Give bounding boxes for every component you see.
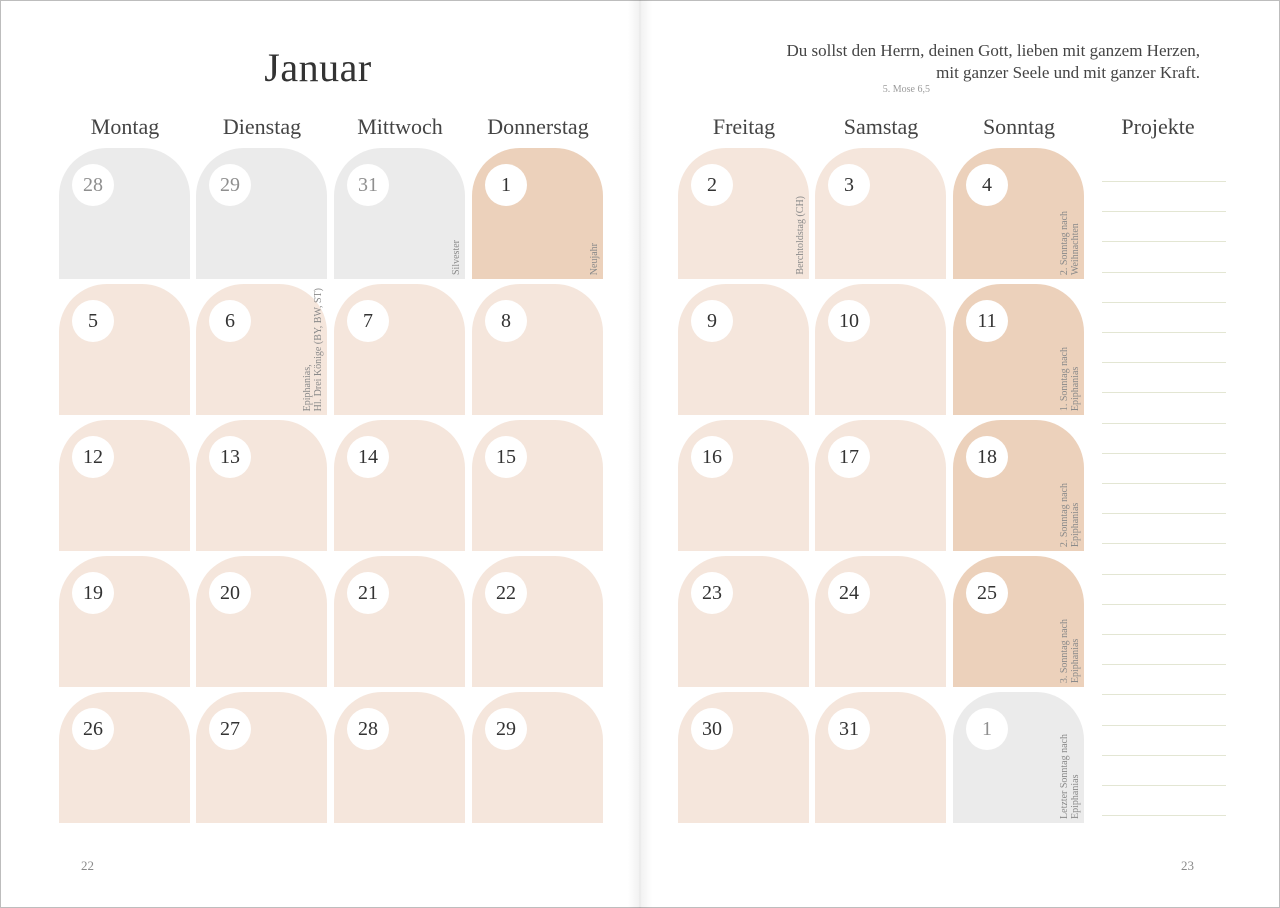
day-cell[interactable] [334, 556, 465, 687]
day-cell[interactable] [196, 284, 327, 415]
projects-header: Projekte [1121, 114, 1195, 139]
day-cell[interactable] [334, 692, 465, 823]
bible-verse [640, 40, 1200, 96]
day-number: 26 [72, 708, 114, 750]
day-cell[interactable] [472, 556, 603, 687]
day-cell[interactable] [334, 284, 465, 415]
day-cell[interactable] [815, 692, 946, 823]
projects-line[interactable] [1102, 574, 1226, 575]
day-cell[interactable] [953, 420, 1084, 551]
projects-line[interactable] [1102, 755, 1226, 756]
day-number: 31 [347, 164, 389, 206]
holiday-label: Letzter Sonntag nach Epiphanias [1059, 734, 1081, 819]
verse-reference: 5. Mose 6,5 [882, 84, 930, 95]
projects-line[interactable] [1102, 453, 1226, 454]
day-number: 9 [691, 300, 733, 342]
day-number: 29 [485, 708, 527, 750]
page-number-left: 22 [81, 858, 94, 873]
day-number: 4 [966, 164, 1008, 206]
day-number: 1 [966, 708, 1008, 750]
day-header-montag: Montag [90, 114, 160, 139]
holiday-label: Epiphanias, Hl. Drei Könige (BY, BW, ST) [302, 287, 324, 411]
verse-line-2: mit ganzer Seele und mit ganzer Kraft. [936, 63, 1200, 82]
day-number: 17 [828, 436, 870, 478]
day-number: 7 [347, 300, 389, 342]
projects-line[interactable] [1102, 513, 1226, 514]
day-cell[interactable] [472, 284, 603, 415]
holiday-label: 1. Sonntag nach Epiphanias [1059, 346, 1081, 411]
day-number: 24 [828, 572, 870, 614]
day-number: 25 [966, 572, 1008, 614]
projects-line[interactable] [1102, 694, 1226, 695]
day-cell[interactable] [953, 692, 1084, 823]
projects-line[interactable] [1102, 423, 1226, 424]
projects-line[interactable] [1102, 181, 1226, 182]
day-cell[interactable] [472, 420, 603, 551]
day-cell[interactable] [953, 284, 1084, 415]
day-number: 6 [209, 300, 251, 342]
holiday-label: Neujahr [589, 242, 600, 275]
day-header-sonntag: Sonntag [982, 114, 1056, 139]
day-number: 18 [966, 436, 1008, 478]
day-number: 20 [209, 572, 251, 614]
day-cell[interactable] [334, 420, 465, 551]
day-cell[interactable] [196, 556, 327, 687]
day-number: 16 [691, 436, 733, 478]
day-number: 5 [72, 300, 114, 342]
holiday-label: Silvester [451, 240, 462, 275]
day-cell[interactable] [196, 420, 327, 551]
holiday-label: 3. Sonntag nach Epiphanias [1059, 618, 1081, 683]
day-header-mittwoch: Mittwoch [357, 114, 443, 139]
day-number: 2 [691, 164, 733, 206]
day-header-freitag: Freitag [712, 114, 776, 139]
day-number: 1 [485, 164, 527, 206]
day-cell[interactable] [953, 148, 1084, 279]
projects-line[interactable] [1102, 785, 1226, 786]
projects-line[interactable] [1102, 815, 1226, 816]
day-number: 11 [966, 300, 1008, 342]
verse-line-1: Du sollst den Herrn, deinen Gott, lieben mit ganzem Herzen, [786, 41, 1200, 60]
projects-line[interactable] [1102, 362, 1226, 363]
day-number: 13 [209, 436, 251, 478]
projects-line[interactable] [1102, 664, 1226, 665]
projects-line[interactable] [1102, 604, 1226, 605]
day-number: 28 [72, 164, 114, 206]
day-header-dienstag: Dienstag [222, 114, 302, 139]
day-number: 22 [485, 572, 527, 614]
day-cell[interactable] [59, 148, 190, 279]
day-cell[interactable] [815, 556, 946, 687]
holiday-label: 2. Sonntag nach Weihnachten [1059, 210, 1081, 275]
day-cell[interactable] [953, 556, 1084, 687]
day-cell[interactable] [678, 148, 809, 279]
page-number-right: 23 [1181, 858, 1194, 873]
day-number: 15 [485, 436, 527, 478]
day-number: 28 [347, 708, 389, 750]
projects-line[interactable] [1102, 211, 1226, 212]
day-number: 14 [347, 436, 389, 478]
day-cell[interactable] [196, 692, 327, 823]
day-cell[interactable] [59, 556, 190, 687]
holiday-label: Berchtoldstag (CH) [795, 196, 806, 275]
day-cell[interactable] [196, 148, 327, 279]
book-gutter [628, 0, 652, 908]
day-header-samstag: Samstag [843, 114, 919, 139]
day-cell[interactable] [472, 148, 603, 279]
day-cell[interactable] [59, 692, 190, 823]
day-number: 30 [691, 708, 733, 750]
projects-line[interactable] [1102, 241, 1226, 242]
projects-line[interactable] [1102, 483, 1226, 484]
day-header-donnerstag: Donnerstag [487, 114, 589, 139]
projects-line[interactable] [1102, 725, 1226, 726]
day-number: 21 [347, 572, 389, 614]
day-cell[interactable] [59, 284, 190, 415]
projects-line[interactable] [1102, 272, 1226, 273]
month-title: Januar [264, 45, 372, 90]
projects-line[interactable] [1102, 634, 1226, 635]
day-cell[interactable] [472, 692, 603, 823]
projects-line[interactable] [1102, 302, 1226, 303]
day-cell[interactable] [678, 556, 809, 687]
day-number: 27 [209, 708, 251, 750]
day-number: 29 [209, 164, 251, 206]
day-cell[interactable] [59, 420, 190, 551]
day-cell[interactable] [334, 148, 465, 279]
day-number: 8 [485, 300, 527, 342]
day-number: 3 [828, 164, 870, 206]
day-number: 10 [828, 300, 870, 342]
day-number: 31 [828, 708, 870, 750]
day-cell[interactable] [815, 284, 946, 415]
day-cell[interactable] [678, 284, 809, 415]
day-number: 19 [72, 572, 114, 614]
projects-line[interactable] [1102, 392, 1226, 393]
day-cell[interactable] [678, 692, 809, 823]
day-number: 23 [691, 572, 733, 614]
projects-line[interactable] [1102, 332, 1226, 333]
day-cell[interactable] [815, 420, 946, 551]
projects-line[interactable] [1102, 543, 1226, 544]
day-number: 12 [72, 436, 114, 478]
holiday-label: 2. Sonntag nach Epiphanias [1059, 482, 1081, 547]
day-cell[interactable] [678, 420, 809, 551]
day-cell[interactable] [815, 148, 946, 279]
